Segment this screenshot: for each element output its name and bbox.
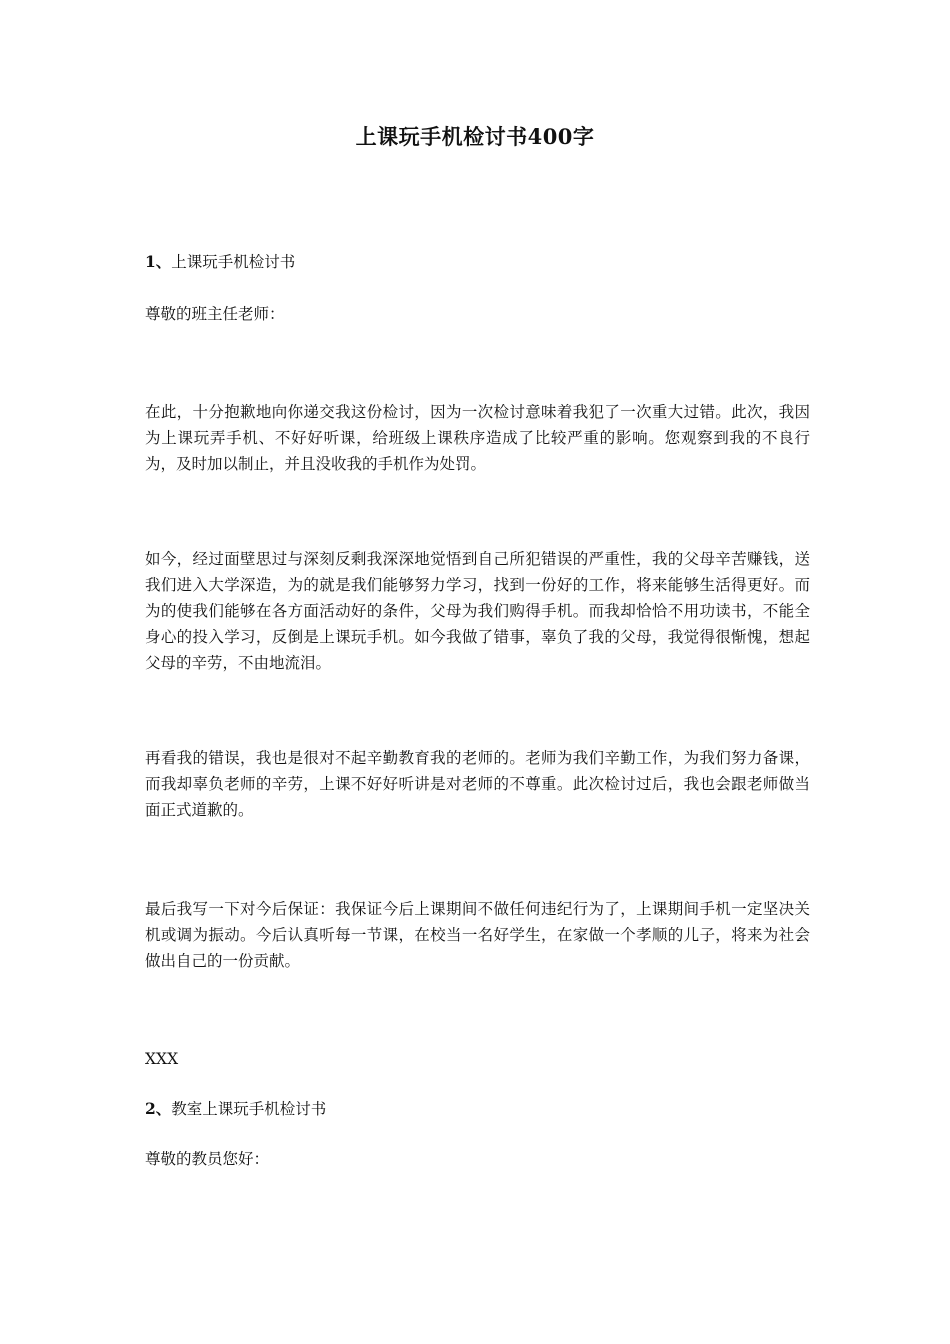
section-1-paragraph-3: 再看我的错误，我也是很对不起辛勤教育我的老师的。老师为我们辛勤工作，为我们努力备课，而我却辜负老师的辛劳，上课不好好听讲是对老师的不尊重。此次检讨过后，我也会跟老师做当面正式道歉的。 [145,749,810,819]
section-1-heading [145,249,810,275]
section-1-paragraph-1: 在此，十分抱歉地向你递交我这份检讨，因为一次检讨意味着我犯了一次重大过错。此次，我因为上课玩弄手机、不好好听课，给班级上课秩序造成了比较严重的影响。您观察到我的不良行为，及时加以制止，并且没收我的手机作为处罚。 [145,403,810,473]
section-2-salutation: 尊敬的教员您好： [145,1150,270,1168]
section-1-salutation: 尊敬的班主任老师： [145,305,285,323]
document-title: 上课玩手机检讨书400字 [355,124,595,149]
section-2-heading-text: 教室上课玩手机检讨书 [171,1100,327,1118]
section-1-signature: XXX [145,1050,179,1068]
section-2-number: 2、 [145,1099,172,1118]
section-1-heading-text: 上课玩手机检讨书 [171,253,296,271]
section-1-number: 1、 [145,252,172,271]
section-1-paragraph-2: 如今，经过面壁思过与深刻反剩我深深地觉悟到自己所犯错误的严重性，我的父母辛苦赚钱，送我们进入大学深造，为的就是我们能够努力学习，找到一份好的工作，将来能够生活得更好。而为的使我们能够在各方面活动好的条件，父母为我们购得手机。而我却恰恰不用功读书，不能全身心的投入学习，反倒是上课玩手机。如今我做了错事，辜负了我的父母，我觉得很惭愧，想起父母的辛劳，不由地流泪。 [145,550,810,672]
section-1-paragraph-4: 最后我写一下对今后保证：我保证今后上课期间不做任何违纪行为了，上课期间手机一定坚决关机或调为振动。今后认真听每一节课，在校当一名好学生，在家做一个孝顺的儿子，将来为社会做出自己的一份贡献。 [145,900,810,970]
section-2-heading [145,1096,810,1122]
